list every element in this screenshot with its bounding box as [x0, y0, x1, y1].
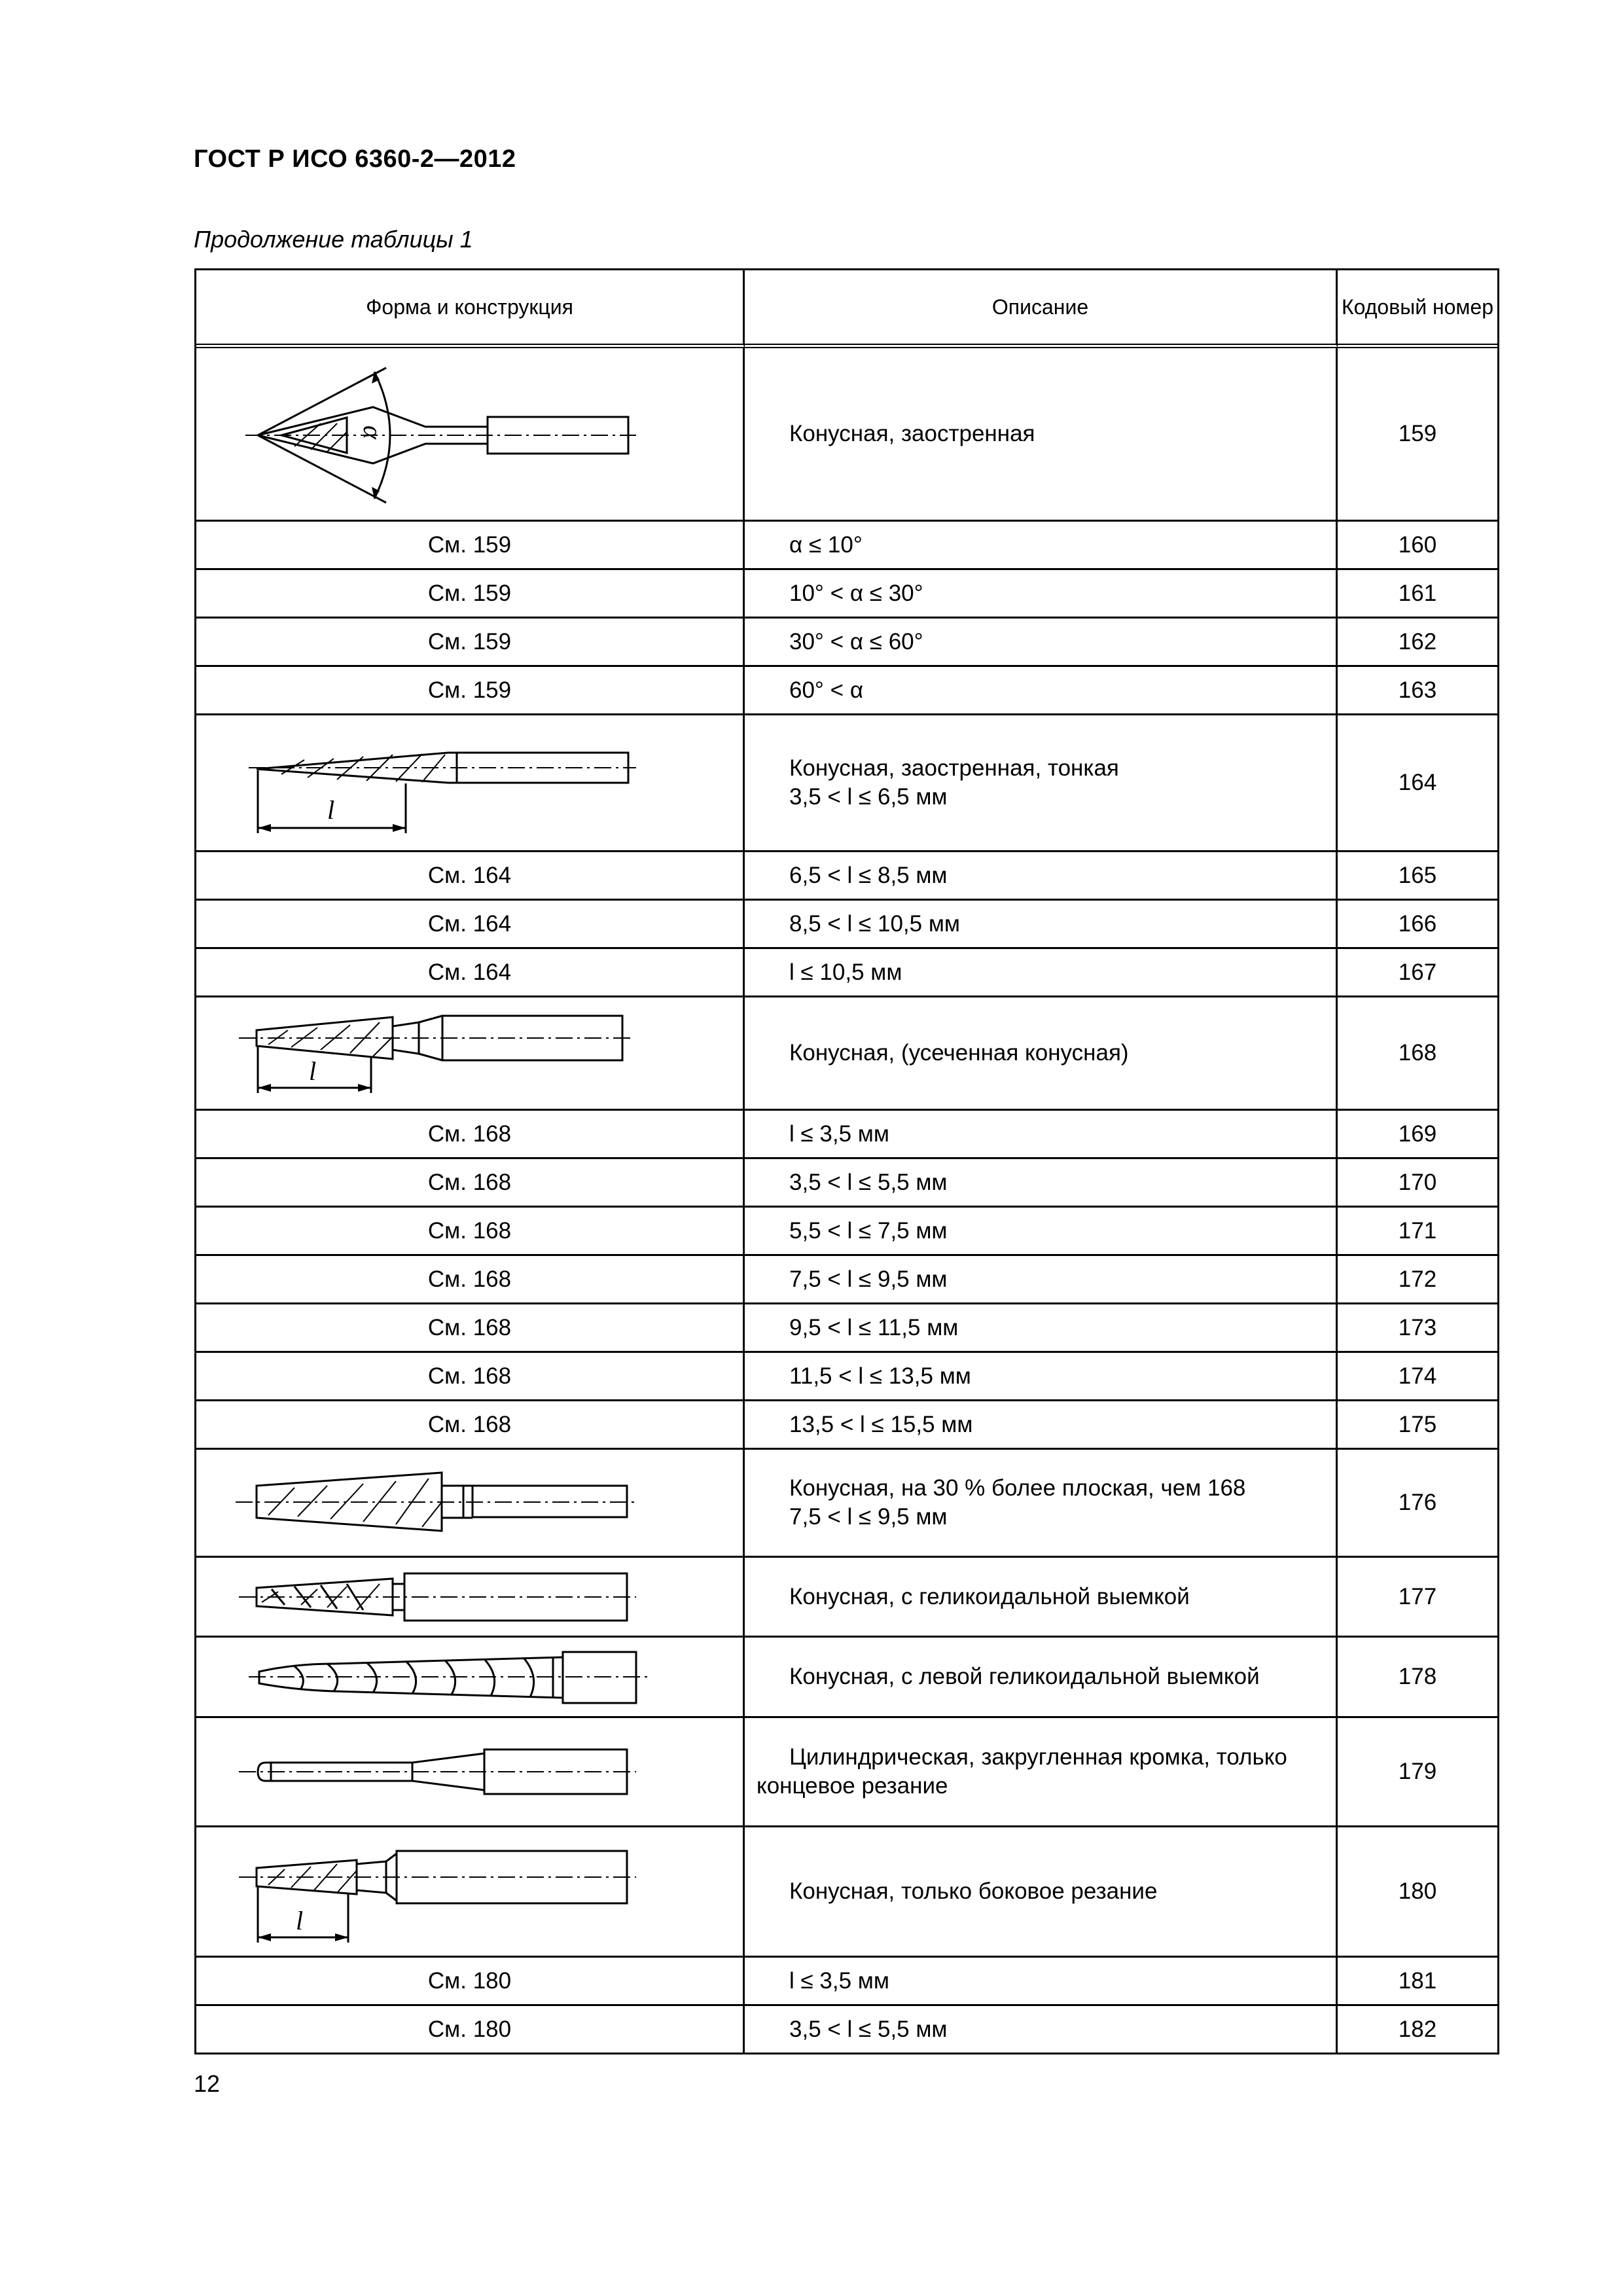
code-cell: 170 — [1338, 1159, 1497, 1208]
description-cell: 3,5 < l ≤ 5,5 мм — [745, 1159, 1338, 1208]
description-cell: 30° < α ≤ 60° — [745, 619, 1338, 667]
code-cell: 177 — [1338, 1558, 1497, 1638]
table-row — [196, 619, 1497, 667]
header-code: Кодовый номер — [1338, 270, 1497, 348]
table-row — [196, 2006, 1497, 2053]
description-cell: Конусная, заостренная — [745, 348, 1338, 522]
code-cell: 163 — [1338, 667, 1497, 715]
conical-pointed-alpha-icon — [196, 348, 745, 520]
description-cell: 13,5 < l ≤ 15,5 мм — [745, 1401, 1338, 1450]
table-row — [196, 1304, 1497, 1353]
table-row — [196, 949, 1497, 997]
code-cell: 165 — [1338, 852, 1497, 901]
form-ref-cell: См. 168 — [196, 1353, 745, 1401]
description-cell: l ≤ 3,5 мм — [745, 1111, 1338, 1159]
dimension-label-l: l — [327, 795, 335, 825]
table-row — [196, 1208, 1497, 1256]
description-cell: α ≤ 10° — [745, 522, 1338, 570]
document-title: ГОСТ Р ИСО 6360-2—2012 — [194, 145, 516, 173]
code-cell: 169 — [1338, 1111, 1497, 1159]
drawing-cell — [196, 348, 745, 522]
drawing-cell — [196, 1827, 745, 1958]
code-cell: 181 — [1338, 1958, 1497, 2006]
table-row — [196, 997, 1497, 1111]
form-ref-cell: См. 164 — [196, 949, 745, 997]
form-ref-cell: См. 168 — [196, 1256, 745, 1304]
conical-helical-groove-icon — [196, 1558, 745, 1636]
description-cell: 10° < α ≤ 30° — [745, 570, 1338, 619]
code-cell: 168 — [1338, 997, 1497, 1111]
code-cell: 171 — [1338, 1208, 1497, 1256]
table-header-row — [196, 270, 1497, 348]
code-cell: 166 — [1338, 901, 1497, 949]
conical-truncated-icon — [196, 997, 745, 1109]
header-form: Форма и конструкция — [196, 270, 745, 348]
code-cell: 162 — [1338, 619, 1497, 667]
table-row — [196, 667, 1497, 715]
conical-left-helical-groove-icon — [196, 1638, 745, 1716]
drawing-cell — [196, 715, 745, 852]
description-cell: Конусная, с левой геликоидальной выемкой — [745, 1638, 1338, 1718]
conical-flat-icon — [196, 1450, 745, 1556]
code-cell: 161 — [1338, 570, 1497, 619]
description-cell: 6,5 < l ≤ 8,5 мм — [745, 852, 1338, 901]
code-cell: 176 — [1338, 1450, 1497, 1558]
drawing-cell — [196, 997, 745, 1111]
code-cell: 159 — [1338, 348, 1497, 522]
code-cell: 178 — [1338, 1638, 1497, 1718]
table-row — [196, 1450, 1497, 1558]
code-cell: 179 — [1338, 1718, 1497, 1827]
table-row — [196, 1401, 1497, 1450]
description-cell: 3,5 < l ≤ 5,5 мм — [745, 2006, 1338, 2053]
drawing-cell — [196, 1718, 745, 1827]
drawing-cell — [196, 1558, 745, 1638]
dimension-label-l: l — [309, 1056, 317, 1086]
description-cell: Конусная, (усеченная конусная) — [745, 997, 1338, 1111]
form-ref-cell: См. 159 — [196, 619, 745, 667]
header-description: Описание — [745, 270, 1338, 348]
form-ref-cell: См. 159 — [196, 522, 745, 570]
description-cell: Конусная, только боковое резание — [745, 1827, 1338, 1958]
cylindrical-rounded-edge-icon — [196, 1718, 745, 1825]
table-row — [196, 1111, 1497, 1159]
conical-side-cutting-icon — [196, 1827, 745, 1956]
form-ref-cell: См. 164 — [196, 852, 745, 901]
form-ref-cell: См. 168 — [196, 1111, 745, 1159]
conical-pointed-thin-icon — [196, 715, 745, 850]
code-cell: 164 — [1338, 715, 1497, 852]
description-cell: 60° < α — [745, 667, 1338, 715]
description-cell: Конусная, заостренная, тонкая 3,5 < l ≤ 6,5 мм — [745, 715, 1338, 852]
table-row — [196, 570, 1497, 619]
table-row — [196, 1718, 1497, 1827]
svg-text:α: α — [358, 425, 387, 439]
form-ref-cell: См. 168 — [196, 1208, 745, 1256]
form-ref-cell: См. 168 — [196, 1159, 745, 1208]
form-ref-cell: См. 180 — [196, 2006, 745, 2053]
form-ref-cell: См. 159 — [196, 570, 745, 619]
table-row — [196, 1353, 1497, 1401]
table-row — [196, 1958, 1497, 2006]
description-cell: 11,5 < l ≤ 13,5 мм — [745, 1353, 1338, 1401]
table-row — [196, 715, 1497, 852]
form-ref-cell: См. 168 — [196, 1304, 745, 1353]
code-cell: 160 — [1338, 522, 1497, 570]
table-row — [196, 1558, 1497, 1638]
description-cell: l ≤ 3,5 мм — [745, 1958, 1338, 2006]
table-row — [196, 1256, 1497, 1304]
form-ref-cell: См. 168 — [196, 1401, 745, 1450]
table-row — [196, 522, 1497, 570]
burr-forms-table — [194, 268, 1499, 2054]
description-cell: 7,5 < l ≤ 9,5 мм — [745, 1256, 1338, 1304]
page-number: 12 — [194, 2070, 221, 2097]
dimension-label-l: l — [296, 1906, 304, 1935]
code-cell: 172 — [1338, 1256, 1497, 1304]
drawing-cell — [196, 1450, 745, 1558]
description-cell: Конусная, с геликоидальной выемкой — [745, 1558, 1338, 1638]
drawing-cell — [196, 1638, 745, 1718]
description-cell: 5,5 < l ≤ 7,5 мм — [745, 1208, 1338, 1256]
description-cell: Конусная, на 30 % более плоская, чем 168 7,5 < l ≤ 9,5 мм — [745, 1450, 1338, 1558]
code-cell: 174 — [1338, 1353, 1497, 1401]
description-cell: l ≤ 10,5 мм — [745, 949, 1338, 997]
code-cell: 180 — [1338, 1827, 1497, 1958]
description-cell: 9,5 < l ≤ 11,5 мм — [745, 1304, 1338, 1353]
table-caption: Продолжение таблицы 1 — [194, 226, 473, 253]
table-row — [196, 901, 1497, 949]
code-cell: 175 — [1338, 1401, 1497, 1450]
table-row — [196, 1638, 1497, 1718]
code-cell: 173 — [1338, 1304, 1497, 1353]
code-cell: 167 — [1338, 949, 1497, 997]
table-row — [196, 1827, 1497, 1958]
table-row — [196, 348, 1497, 522]
table-row — [196, 852, 1497, 901]
form-ref-cell: См. 164 — [196, 901, 745, 949]
form-ref-cell: См. 159 — [196, 667, 745, 715]
description-cell: 8,5 < l ≤ 10,5 мм — [745, 901, 1338, 949]
code-cell: 182 — [1398, 2016, 1437, 2042]
form-ref-cell: См. 180 — [196, 1958, 745, 2006]
table-row — [196, 1159, 1497, 1208]
description-cell: Цилиндрическая, закругленная кромка, только концевое резание — [745, 1718, 1338, 1827]
